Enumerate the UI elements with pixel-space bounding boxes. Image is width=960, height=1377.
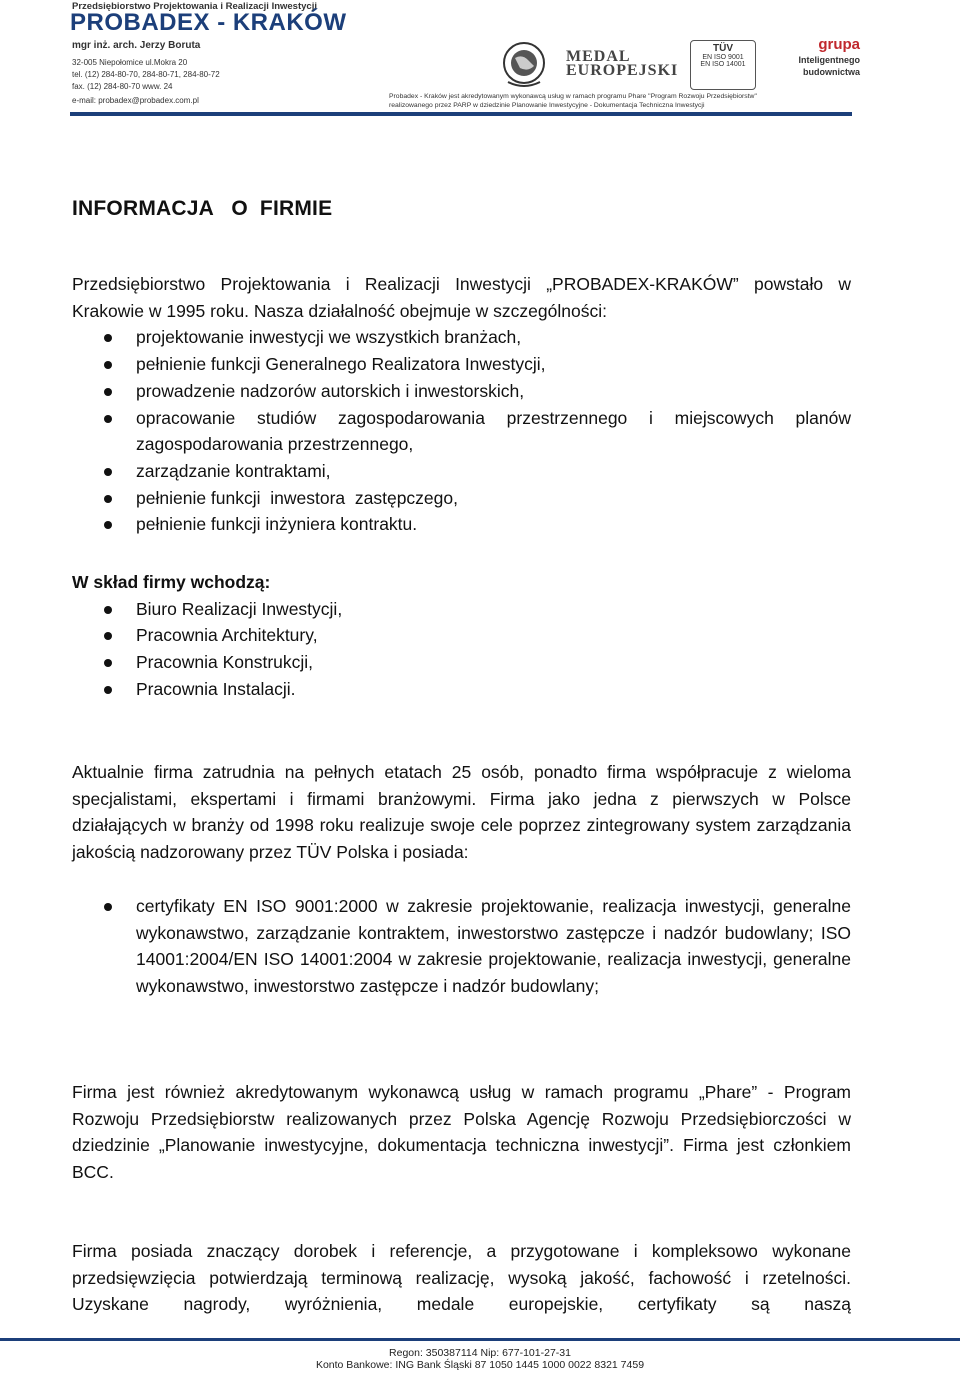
medal-europejski-logo: MEDAL EUROPEJSKI <box>566 48 679 79</box>
company-brand: PROBADEX - KRAKÓW <box>70 9 347 36</box>
phone-line: tel. (12) 284-80-70, 284-80-71, 284-80-72 <box>72 70 220 79</box>
phare-paragraph: Firma jest również akredytowanym wykonawcą usług w ramach programu „Phare” - Program Rozwoju Przedsiębiorstw realizowanych przez Polska Agencję Rozwoju Przedsiębiorczości w dziedzinie „Planowanie inwestycyjne, dokumentacja techniczna inwestycji”. Firma jest członkiem BCC. <box>72 1082 851 1183</box>
references-section <box>72 1238 851 1318</box>
list-item: opracowanie studiów zagospodarowania przestrzennego i miejscowych planów zagospodarowania przestrzennego, <box>72 405 851 458</box>
accreditation-note-2: realizowanego przez PARP w dziedzinie Planowanie Inwestycyjne - Dokumentacja Techniczna Inwestycji <box>389 102 705 109</box>
composition-section <box>72 569 851 703</box>
address-line: 32-005 Niepołomice ul.Mokra 20 <box>72 58 188 67</box>
list-item: Pracownia Instalacji. <box>72 676 851 703</box>
staff-paragraph: Aktualnie firma zatrudnia na pełnych etatach 25 osób, ponadto firma współpracuje z wieloma specjalistami, ekspertami i firmami branżowymi. Firma jako jedna z pierwszych w Polsce działających w branży od 1998 roku realizuje swoje cele poprzez zintegrowany system zarządzania jakością nadzorowany przez TÜV Polska i posiada: <box>72 762 851 863</box>
activities-list <box>72 324 851 538</box>
globe-award-icon <box>498 38 550 88</box>
fax-line: fax. (12) 284-80-70 www. 24 <box>72 82 173 91</box>
certificates-list <box>72 893 851 1000</box>
list-item: Pracownia Architektury, <box>72 622 851 649</box>
list-item: pełnienie funkcji inwestora zastępczego, <box>72 485 851 512</box>
certificates-section <box>72 893 851 1000</box>
grupa-inteligentnego-budownictwa-logo: grupa Inteligentnego budownictwa <box>798 36 860 77</box>
letterhead <box>70 0 860 118</box>
list-item: Biuro Realizacji Inwestycji, <box>72 596 851 623</box>
list-item: prowadzenie nadzorów autorskich i inwestorskich, <box>72 378 851 405</box>
header-divider <box>70 112 852 116</box>
footer-registry: Regon: 350387114 Nip: 677-101-27-31 <box>389 1347 571 1359</box>
list-item: pełnienie funkcji Generalnego Realizatora Inwestycji, <box>72 351 851 378</box>
company-tagline: Przedsiębiorstwo Projektowania i Realizacji Inwestycji <box>72 1 317 12</box>
list-item: projektowanie inwestycji we wszystkich branżach, <box>72 324 851 351</box>
list-item: certyfikaty EN ISO 9001:2000 w zakresie projektowanie, realizacja inwestycji, generalne wykonawstwo, zarządzanie kontraktem, inwestorstwo zastępcze i nadzór budowlany; ISO 14001:2004/EN ISO 14001:2004 w zakresie projektowanie, realizacja inwestycji, generalne wykonawstwo, inwestorstwo zastępcze i nadzór budowlany; <box>72 893 851 1000</box>
footer-divider <box>0 1338 960 1341</box>
list-item: Pracownia Konstrukcji, <box>72 649 851 676</box>
staff-section <box>72 759 851 866</box>
list-item: zarządzanie kontraktami, <box>72 458 851 485</box>
accreditation-note: Probadex - Kraków jest akredytowanym wykonawcą usług w ramach programu Phare "Program Rozwoju Przedsiębiorstw" <box>389 93 757 100</box>
company-owner: mgr inż. arch. Jerzy Boruta <box>72 40 201 51</box>
intro-section <box>72 271 851 538</box>
composition-heading: W skład firmy wchodzą: <box>72 572 271 592</box>
references-paragraph: Firma posiada znaczący dorobek i referencje, a przygotowane i kompleksowo wykonane przedsięwzięcia potwierdzają terminową realizację, wysoką jakość, fachowość i rzetelności. Uzyskane nagrody, wyróżnienia, medale europejskie, certyfikaty są naszą <box>72 1241 851 1315</box>
composition-list <box>72 596 851 703</box>
footer-bank-account: Konto Bankowe: ING Bank Śląski 87 1050 1445 1000 0022 8321 7459 <box>315 1359 645 1371</box>
tuv-certificate-logo: TÜV EN ISO 9001 EN ISO 14001 <box>690 40 756 90</box>
list-item: pełnienie funkcji inżyniera kontraktu. <box>72 511 851 538</box>
page-title: INFORMACJA O FIRMIE <box>72 197 333 220</box>
intro-paragraph: Przedsiębiorstwo Projektowania i Realizacji Inwestycji „PROBADEX-KRAKÓW” powstało w Krakowie w 1995 roku. Nasza działalność obejmuje w szczególności: <box>72 274 851 321</box>
phare-section <box>72 1079 851 1186</box>
email-line: e-mail: probadex@probadex.com.pl <box>72 96 199 105</box>
